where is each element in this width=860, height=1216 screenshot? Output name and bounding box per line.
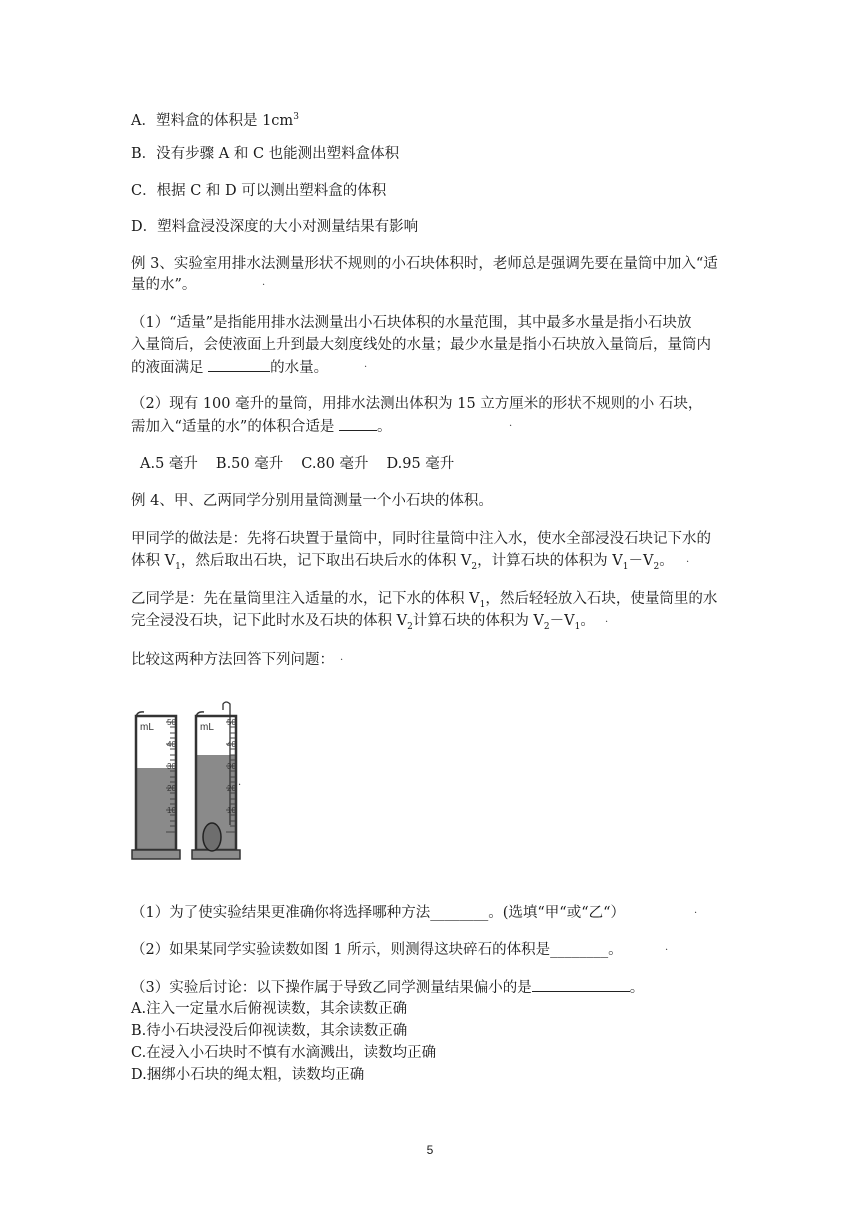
example3-q1-line3: 的液面满足 的水量。 — [131, 357, 328, 378]
tick-label-30: 30 — [227, 762, 236, 771]
format-mark: · — [694, 908, 698, 919]
example4-yi-line2: 完全浸没石块，记下此时水及石块的体积 $V_2$计算石块的体积为 $V_2-V_1$。 — [131, 613, 595, 632]
tick-label-20: 20 — [167, 784, 176, 793]
tick-label-40: 40 — [167, 740, 176, 749]
format-mark: · — [686, 557, 690, 568]
choice-c: C.80 毫升 — [301, 456, 369, 472]
page-number: 5 — [426, 1143, 434, 1157]
cylinder-yi — [192, 702, 240, 859]
example4-q3-option-d: D.捆绑小石块的绳太粗，读数均正确 — [131, 1067, 365, 1083]
tick-label-40: 40 — [227, 740, 236, 749]
example4-jia-line2: 体积 $V_1$，然后取出石块，记下取出石块后水的体积 $V_2$，计算石块的体积为 $V_1-V_2$。 — [131, 553, 674, 572]
example4-q3-option-c: C.在浸入小石块时不慎有水滴溅出，读数均正确 — [131, 1045, 437, 1061]
graduated-cylinders-figure — [126, 700, 256, 866]
option-a: A．塑料盒的体积是 $1cm^3$ — [131, 112, 299, 129]
cylinder-jia — [132, 712, 180, 859]
example4-intro: 例 4、甲、乙两同学分别用量筒测量一个小石块的体积。 — [131, 493, 493, 509]
unit-label: mL — [140, 722, 154, 733]
example4-q3-option-a: A.注入一定量水后俯视读数，其余读数正确 — [131, 1001, 408, 1017]
format-mark: · — [509, 421, 513, 432]
tick-label-50: 50 — [167, 718, 176, 727]
tick-label-50: 50 — [227, 718, 236, 727]
example4-yi-line1: 乙同学是：先在量筒里注入适量的水，记下水的体积 $V_1$，然后轻轻放入石块，使量筒里的水 — [131, 591, 718, 610]
example4-compare: 比较这两种方法回答下列问题： — [131, 652, 334, 668]
choice-a: A.5 毫升 — [140, 456, 198, 472]
example4-q2: （2）如果某同学实验读数如图 1 所示，则测得这块碎石的体积是________。 — [131, 942, 623, 958]
format-mark: · — [262, 280, 266, 291]
example3-q1-line1: （1）“适量”是指能用排水法测量出小石块体积的水量范围，其中最多水量是指小石块放 — [131, 315, 692, 331]
graduated-cylinders-drawing — [126, 700, 256, 866]
format-mark: · — [665, 945, 669, 956]
example3-q2-line1: （2）现有 100 毫升的量筒，用排水法测出体积为 15 立方厘米的形状不规则的小 石块， — [131, 396, 703, 412]
choice-b: B.50 毫升 — [215, 456, 284, 472]
format-mark: · — [605, 617, 609, 628]
stone-shape — [203, 823, 221, 851]
tick-label-20: 20 — [227, 784, 236, 793]
tick-label-10: 10 — [227, 806, 236, 815]
example3-intro-line2: 量的水”。 — [131, 277, 197, 293]
format-mark: · — [340, 655, 344, 666]
format-mark: · — [364, 362, 368, 373]
example3-choices — [131, 454, 454, 474]
format-mark: · — [238, 780, 242, 791]
option-c: C．根据 C 和 D 可以测出塑料盒的体积 — [131, 183, 387, 199]
example4-jia-line1: 甲同学的做法是：先将石块置于量筒中，同时往量筒中注入水，使水全部浸没石块记下水的 — [131, 531, 711, 547]
tick-label-30: 30 — [167, 762, 176, 771]
answer-blank[interactable] — [339, 416, 377, 431]
answer-blank[interactable] — [208, 357, 270, 372]
example4-q3: （3）实验后讨论：以下操作属于导致乙同学测量结果偏小的是 。 — [131, 977, 644, 998]
answer-blank[interactable] — [532, 977, 630, 992]
example3-q2-line2: 需加入“适量的水”的体积合适是 。 — [131, 416, 391, 437]
tick-label-10: 10 — [167, 806, 176, 815]
example4-q3-option-b: B.待小石块浸没后仰视读数，其余读数正确 — [131, 1023, 408, 1039]
choice-d: D.95 毫升 — [386, 456, 455, 472]
example3-intro-line1: 例 3、实验室用排水法测量形状不规则的小石块体积时，老师总是强调先要在量筒中加入“适 — [131, 256, 718, 272]
example4-q1: （1）为了使实验结果更准确你将选择哪种方法________。(选填“甲“或“乙“） — [131, 905, 626, 921]
unit-label: mL — [200, 722, 214, 733]
option-d: D．塑料盒浸没深度的大小对测量结果有影响 — [131, 219, 419, 235]
option-b: B．没有步骤 A 和 C 也能测出塑料盒体积 — [131, 146, 400, 162]
example3-q1-line2: 入量筒后，会使液面上升到最大刻度线处的水量；最少水量是指小石块放入量筒后，量筒内 — [131, 337, 711, 353]
